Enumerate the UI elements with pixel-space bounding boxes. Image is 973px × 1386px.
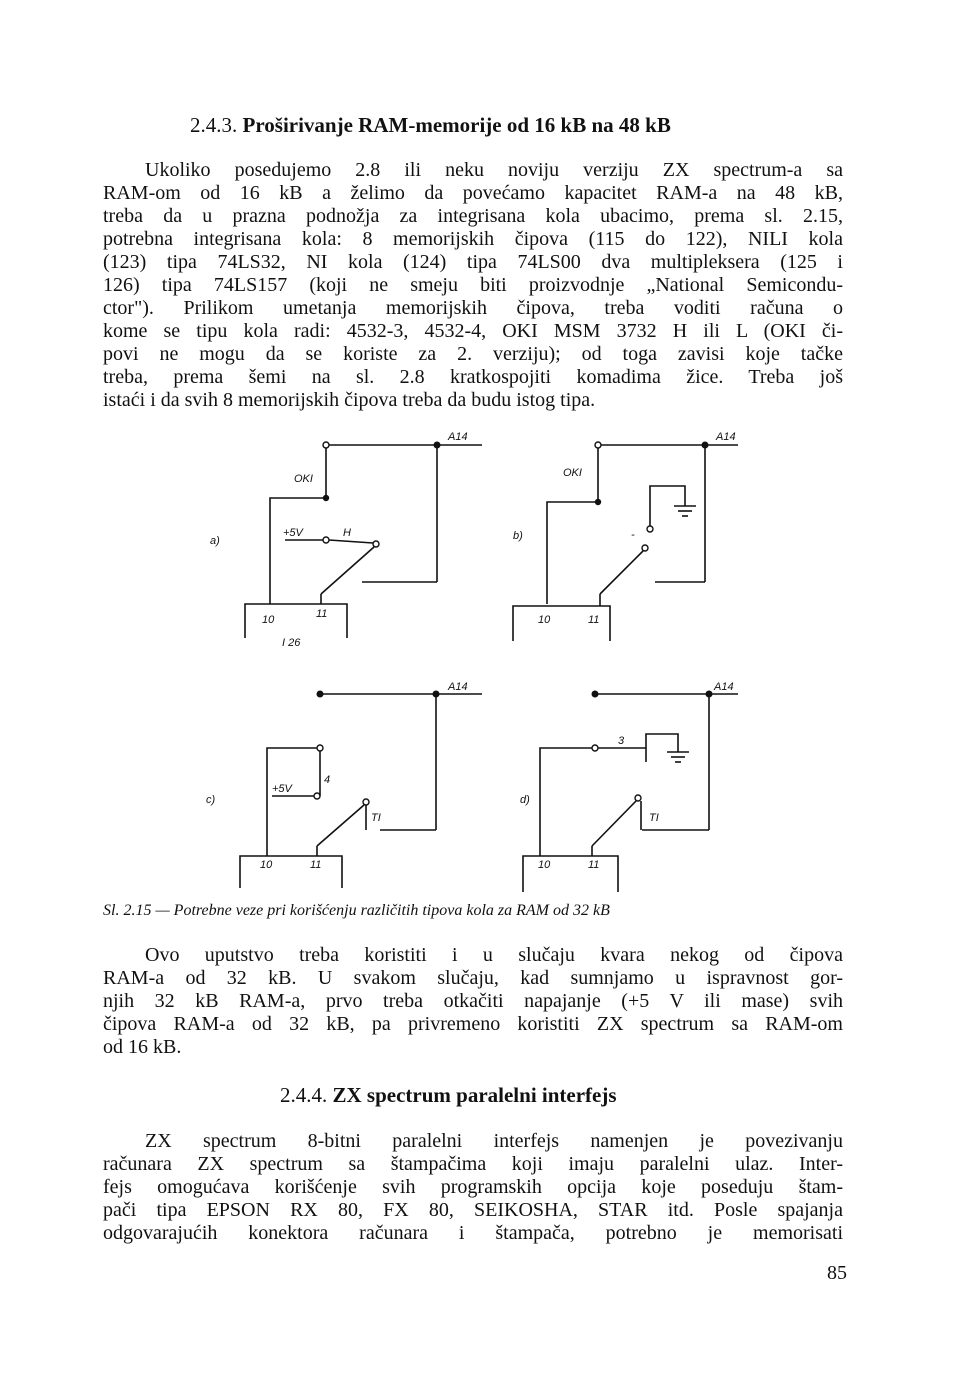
diagram-b: [513, 431, 738, 641]
diagram-c-label: c): [206, 794, 216, 806]
open-terminal: [373, 541, 379, 547]
paragraph-parallel-interface: [103, 1130, 843, 1245]
pin-11: 11: [588, 614, 600, 626]
text-line: računara ZX spectrum sa štampačima koji imaju paralelni ulaz. Inter-: [103, 1153, 843, 1175]
text-line: Ukoliko posedujemo 2.8 ili neku noviju verziju ZX spectrum-a sa: [145, 159, 843, 181]
text-line: 126) tipa 74LS157 (koji ne smeju biti proizvodnje „National Semicondu-: [103, 274, 843, 296]
junction-dot: [323, 495, 329, 501]
text-line: treba, prema šemi na sl. 2.8 kratkospojiti komadima žice. Treba još: [103, 366, 843, 388]
text-line: od 16 kB.: [103, 1036, 182, 1058]
text-line: (123) tipa 74LS32, NI kola (124) tipa 74LS00 dva multipleksera (125 i: [103, 251, 843, 273]
section-title: ZX spectrum paralelni interfejs: [332, 1083, 617, 1107]
chip-i26: [245, 604, 347, 638]
section-heading-2-4-4: [280, 1083, 617, 1108]
a14-label: A14: [716, 431, 736, 443]
text-line: Ovo uputstvo treba koristiti i u slučaju kvara nekog od čipova: [145, 944, 843, 966]
pin-11: 11: [310, 859, 322, 871]
figure-caption: Sl. 2.15 — Potrebne veze pri korišćenju različitih tipova kola za RAM od 32 kB: [103, 902, 610, 919]
text-line: kome se tipu kola radi: 4532-3, 4532-4, OKI MSM 3732 H ili L (OKI či-: [103, 320, 843, 342]
ti-label: TI: [649, 812, 659, 824]
text-line: RAM-a od 32 kB. U svakom slučaju, kad sumnjamo u ispravnost gor-: [103, 967, 843, 989]
text-line: ctor"). Prilikom umetanja memorijskih čipova, treba voditi računa o: [103, 297, 843, 319]
paragraph-troubleshooting: [103, 944, 843, 1059]
diagram-d: [520, 681, 738, 892]
text-line: ZX spectrum 8-bitni paralelni interfejs namenjen je povezivanju: [145, 1130, 843, 1152]
junction-dot: [592, 691, 599, 698]
wire: [329, 540, 373, 543]
diagram-a: [210, 431, 482, 649]
open-terminal: [592, 745, 598, 751]
text-line: povi ne mogu da se koriste za 2. verziju); od toga zavisi koje tačke: [103, 343, 843, 365]
text-line: odgovarajućih konektora računara i štampača, potrebno je memorisati: [103, 1222, 843, 1244]
page-number: 85: [827, 1262, 847, 1284]
four-label: 4: [324, 774, 331, 786]
wire: [270, 448, 326, 604]
wire: [592, 801, 636, 846]
text-line: pači tipa EPSON RX 80, FX 80, SEIKOSHA, STAR itd. Posle spajanja: [103, 1199, 843, 1221]
text-line: potrebna integrisana kola: 8 memorijskih čipova (115 do 122), NILI kola: [103, 228, 843, 250]
open-terminal: [323, 442, 329, 448]
pin-10: 10: [260, 859, 273, 871]
pin-11: 11: [316, 608, 328, 620]
open-terminal: [647, 526, 653, 532]
section-title: Proširivanje RAM-memorije od 16 kB na 48 kB: [242, 113, 671, 137]
chip-label: I 26: [282, 637, 301, 649]
paragraph-ram-expansion: [103, 159, 843, 412]
diagram-a-label: a): [210, 535, 220, 547]
pin-11: 11: [588, 859, 600, 871]
oki-label: OKI: [563, 467, 582, 479]
section-number: 2.4.3.: [190, 113, 238, 137]
pin-10: 10: [538, 614, 551, 626]
diagram-c: [206, 681, 482, 888]
text-line: čipova RAM-a od 32 kB, pa privremeno koristiti ZX spectrum sa RAM-om: [103, 1013, 843, 1035]
diagram-b-label: b): [513, 530, 523, 542]
junction-dot: [317, 691, 324, 698]
oki-label: OKI: [294, 473, 313, 485]
wire: [540, 748, 592, 856]
open-terminal: [635, 795, 641, 801]
h-label: H: [343, 527, 351, 539]
open-terminal: [323, 537, 329, 543]
section-number: 2.4.4.: [280, 1083, 328, 1107]
text-line: fejs omogućava korišćenje svih programskih opcija koje poseduju štam-: [103, 1176, 843, 1198]
supply-label: +5V: [283, 527, 303, 539]
text-line: treba da u prazna podnožja za integrisana kola ubacimo, prema sl. 2.15,: [103, 205, 843, 227]
open-terminal: [642, 545, 648, 551]
supply-label: +5V: [272, 783, 292, 795]
diagram-d-label: d): [520, 794, 530, 806]
three-label: 3: [618, 735, 625, 747]
wire: [600, 551, 643, 594]
ti-label: TI: [371, 812, 381, 824]
chip: [240, 856, 342, 888]
minus-label: -: [631, 529, 635, 541]
a14-label: A14: [714, 681, 734, 693]
a14-label: A14: [448, 681, 468, 693]
open-terminal: [314, 793, 320, 799]
wire: [267, 748, 320, 856]
pin-10: 10: [538, 859, 551, 871]
wiring-diagram-figure: [190, 426, 750, 894]
text-line: RAM-om od 16 kB a želimo da povećamo kapacitet RAM-a na 48 kB,: [103, 182, 843, 204]
text-line: njih 32 kB RAM-a, prvo treba otkačiti napajanje (+5 V ili mase) svih: [103, 990, 843, 1012]
open-terminal: [317, 745, 323, 751]
open-terminal: [595, 442, 601, 448]
wire: [317, 805, 364, 846]
pin-10: 10: [262, 614, 275, 626]
junction-dot: [595, 499, 601, 505]
a14-label: A14: [448, 431, 468, 443]
text-line: istaći i da svih 8 memorijskih čipova treba da budu istog tipa.: [103, 389, 596, 411]
section-heading-2-4-3: [190, 113, 671, 138]
wire: [321, 547, 374, 594]
open-terminal: [363, 799, 369, 805]
